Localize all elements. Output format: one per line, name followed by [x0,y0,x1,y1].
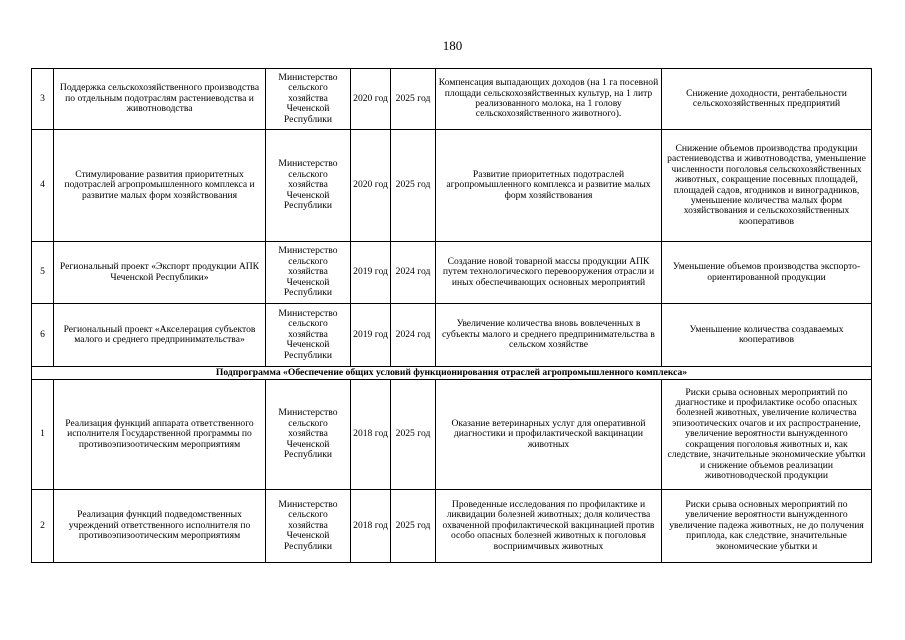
executor: Министерство сельского хозяйства Чеченской Республики [266,69,351,130]
row-number: 1 [32,380,54,490]
executor: Министерство сельского хозяйства Чеченской Республики [266,380,351,490]
start-year: 2018 год [351,490,391,563]
subprogram-title: Подпрограмма «Обеспечение общих условий функционирования отраслей агропромышленного комплекса» [32,367,872,380]
end-year: 2025 год [391,130,436,242]
end-year: 2024 год [391,242,436,304]
measure-name: Реализация функций подведомственных учреждений ответственного исполнителя по противоэпизоотическим мероприятиям [54,490,266,563]
table-row [32,304,872,367]
executor: Министерство сельского хозяйства Чеченской Республики [266,130,351,242]
page-number: 180 [442,38,463,53]
program-table [31,68,872,563]
risk-consequence: Уменьшение объемов производства экспорто-ориентированной продукции [662,242,872,304]
measure-name: Реализация функций аппарата ответственного исполнителя Государственной программы по противоэпизоотическим мероприятиям [54,380,266,490]
row-number: 3 [32,69,54,130]
table-row [32,242,872,304]
expected-result: Компенсация выпадающих доходов (на 1 га посевной площади сельскохозяйственных культур, на 1 литр реализованного молока, на 1 голову сельскохозяйственного животного). [436,69,662,130]
measure-name: Региональный проект «Акселерация субъектов малого и среднего предпринимательства» [54,304,266,367]
row-number: 4 [32,130,54,242]
subprogram-row [32,367,872,380]
measure-name: Стимулирование развития приоритетных подотраслей агропромышленного комплекса и развитие малых форм хозяйствования [54,130,266,242]
risk-consequence: Уменьшение количества создаваемых кооперативов [662,304,872,367]
start-year: 2019 год [351,242,391,304]
end-year: 2025 год [391,380,436,490]
end-year: 2025 год [391,490,436,563]
expected-result: Оказание ветеринарных услуг для оперативной диагностики и профилактической вакцинации животных [436,380,662,490]
table-row [32,69,872,130]
measure-name: Поддержка сельскохозяйственного производства по отдельным подотраслям растениеводства и животноводства [54,69,266,130]
risk-consequence: Снижение объемов производства продукции растениеводства и животноводства, уменьшение численности поголовья сельскохозяйственных животных, сокращение посевных площадей, площадей садов, ягодников и виноградников, уменьшение количества малых форм хозяйствования и сельскохозяйственных кооперативов [662,130,872,242]
executor: Министерство сельского хозяйства Чеченской Республики [266,490,351,563]
start-year: 2020 год [351,130,391,242]
start-year: 2019 год [351,304,391,367]
risk-consequence: Риски срыва основных мероприятий по диагностике и профилактике особо опасных болезней животных, увеличение количества эпизоотических очагов и их распространение, увеличение вероятности вынужденного сокращения поголовья животных и, как следствие, значительные экономические убытки и снижение объемов реализации животноводческой продукции [662,380,872,490]
expected-result: Создание новой товарной массы продукции АПК путем технологического перевооружения отрасли и иных обеспечивающих основных мероприятий [436,242,662,304]
risk-consequence: Риски срыва основных мероприятий по увеличение вероятности вынужденного увеличение падежа животных, не до получения приплода, как следствие, значительные экономические убытки и [662,490,872,563]
measure-name: Региональный проект «Экспорт продукции АПК Чеченской Республики» [54,242,266,304]
row-number: 5 [32,242,54,304]
start-year: 2020 год [351,69,391,130]
expected-result: Проведенные исследования по профилактике и ликвидации болезней животных; доля количества охваченной профилактической вакцинацией против особо опасных болезней животных к поголовья восприимчивых животных [436,490,662,563]
start-year: 2018 год [351,380,391,490]
end-year: 2025 год [391,69,436,130]
table-row [32,490,872,563]
row-number: 2 [32,490,54,563]
end-year: 2024 год [391,304,436,367]
executor: Министерство сельского хозяйства Чеченской Республики [266,242,351,304]
row-number: 6 [32,304,54,367]
expected-result: Увеличение количества вновь вовлеченных в субъекты малого и среднего предпринимательства в сельском хозяйстве [436,304,662,367]
risk-consequence: Снижение доходности, рентабельности сельскохозяйственных предприятий [662,69,872,130]
executor: Министерство сельского хозяйства Чеченской Республики [266,304,351,367]
table-row [32,130,872,242]
expected-result: Развитие приоритетных подотраслей агропромышленного комплекса и развитие малых форм хозяйствования [436,130,662,242]
table-row [32,380,872,490]
